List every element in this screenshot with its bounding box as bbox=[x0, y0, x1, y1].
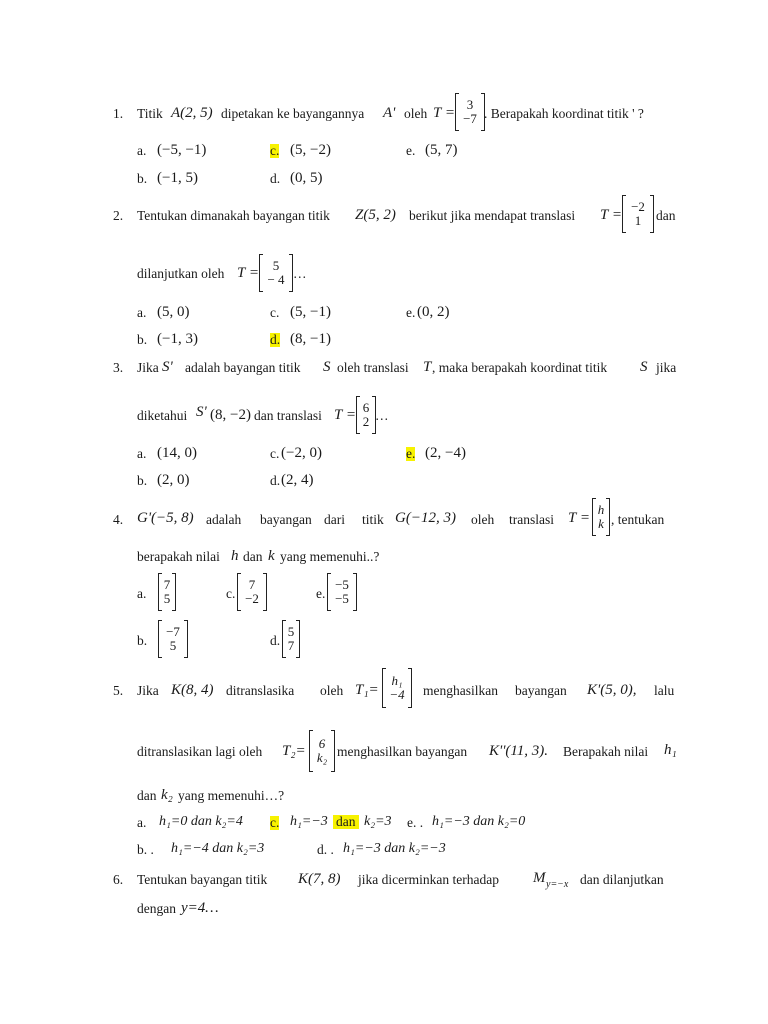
option-matrix bbox=[327, 574, 357, 610]
var-h1: h₁ bbox=[664, 742, 677, 758]
option-value: (2, 0) bbox=[157, 472, 190, 488]
question-text: . Berapakah koordinat titik ' ? bbox=[484, 106, 644, 121]
translation-label: T = bbox=[334, 407, 356, 423]
option-label: d. bbox=[270, 633, 281, 648]
matrix-top: −7 bbox=[166, 623, 180, 639]
option-value: (−2, 0) bbox=[281, 445, 322, 461]
question-text: menghasilkan bbox=[423, 683, 498, 698]
option-label: d. bbox=[270, 473, 281, 488]
option-value: k₂=3 bbox=[364, 814, 392, 829]
option-matrix bbox=[158, 574, 176, 610]
point-z: Z(5, 2) bbox=[355, 207, 396, 223]
question-text: dan bbox=[137, 788, 157, 803]
var-k: k bbox=[268, 548, 275, 564]
translation-label: T₂= bbox=[282, 743, 306, 759]
question-text: bayangan bbox=[515, 683, 567, 698]
option-value: (2, 4) bbox=[281, 472, 314, 488]
option-value: h₁=0 dan k₂=4 bbox=[159, 814, 243, 829]
image-point: A' bbox=[383, 105, 396, 121]
matrix-bottom: 1 bbox=[634, 213, 642, 228]
option-label: e. bbox=[316, 586, 326, 601]
translation-matrix bbox=[309, 731, 335, 771]
option-label-highlighted: c. bbox=[270, 143, 280, 158]
option-label: b. bbox=[137, 332, 148, 347]
matrix-top: 5 bbox=[287, 623, 295, 639]
option-label-highlighted: c. bbox=[270, 815, 280, 830]
question-text: dari bbox=[324, 512, 345, 527]
option-label: b. . bbox=[137, 842, 154, 857]
translation-label: T₁= bbox=[355, 682, 379, 698]
question-text: jika bbox=[656, 360, 677, 375]
question-number: 3. bbox=[113, 360, 124, 375]
question-text: lalu bbox=[654, 683, 675, 698]
question-text: Jika bbox=[137, 683, 159, 698]
option-value: (0, 2) bbox=[417, 304, 450, 320]
matrix-top: 6 bbox=[362, 399, 370, 415]
option-value: (−1, 3) bbox=[157, 331, 198, 347]
translation-label: T = bbox=[600, 207, 622, 223]
question-text: Jika bbox=[137, 360, 159, 375]
point-s-prime: S' bbox=[196, 404, 207, 420]
option-value: h₁=−3 bbox=[290, 814, 328, 829]
option-label: b. bbox=[137, 473, 148, 488]
point-k: K(8, 4) bbox=[171, 682, 214, 698]
option-label: a. bbox=[137, 815, 147, 830]
question-text: bayangan bbox=[260, 512, 312, 527]
option-label: d. bbox=[270, 171, 281, 186]
option-value: (−1, 5) bbox=[157, 170, 198, 186]
matrix-bottom: k₂ bbox=[316, 750, 328, 765]
question-text: dan bbox=[243, 549, 263, 564]
translation-matrix bbox=[622, 196, 654, 232]
matrix-bottom: −5 bbox=[335, 591, 349, 606]
question-text: oleh bbox=[471, 512, 495, 527]
option-label: a. bbox=[137, 305, 147, 320]
matrix-bottom: −7 bbox=[463, 111, 477, 126]
question-text: oleh bbox=[404, 106, 428, 121]
option-label: e. bbox=[406, 305, 416, 320]
translation-t: T bbox=[423, 359, 432, 375]
question-text: yang memenuhi…? bbox=[178, 788, 285, 803]
var-k2: k₂ bbox=[161, 787, 173, 803]
matrix-top: 6 bbox=[318, 735, 326, 751]
point-s-prime: S' bbox=[162, 359, 173, 375]
matrix-top: 7 bbox=[248, 576, 256, 592]
matrix-bottom: −4 bbox=[389, 687, 405, 702]
var-h: h bbox=[231, 548, 239, 564]
option-value: h₁=−3 dan k₂=0 bbox=[432, 814, 526, 829]
question-text: berapakah nilai bbox=[137, 549, 220, 564]
point-a: A(2, 5) bbox=[171, 105, 213, 121]
option-label-highlighted: d. bbox=[270, 332, 281, 347]
point-s: S bbox=[640, 359, 648, 375]
option-value: (8, −1) bbox=[290, 331, 331, 347]
option-value: (5, 0) bbox=[157, 304, 190, 320]
option-label: a. bbox=[137, 143, 147, 158]
question-text: dilanjutkan oleh bbox=[137, 266, 225, 281]
point-k-dprime: K''(11, 3). bbox=[489, 743, 549, 759]
coordinate: (8, −2) bbox=[210, 407, 251, 423]
question-text: oleh bbox=[320, 683, 344, 698]
question-text: berikut jika mendapat translasi bbox=[409, 208, 576, 223]
option-label: d. . bbox=[317, 842, 334, 857]
question-text: ditranslasikan lagi oleh bbox=[137, 744, 263, 759]
question-text: ditranslasika bbox=[226, 683, 295, 698]
translation-matrix bbox=[455, 94, 485, 130]
option-value: h₁=−3 dan k₂=−3 bbox=[343, 841, 446, 856]
option-label: b. bbox=[137, 633, 148, 648]
question-number: 6. bbox=[113, 872, 124, 887]
option-value-highlighted: dan bbox=[333, 815, 359, 829]
question-text: Tentukan dimanakah bayangan titik bbox=[137, 208, 330, 223]
translation-matrix bbox=[592, 499, 610, 535]
option-value: (14, 0) bbox=[157, 445, 197, 461]
ellipsis: … bbox=[293, 266, 307, 281]
mirror-m: M bbox=[533, 870, 546, 886]
translation-matrix bbox=[259, 255, 293, 291]
point-g-prime: G'(−5, 8) bbox=[137, 510, 194, 526]
question-text: oleh translasi bbox=[337, 360, 409, 375]
question-text: adalah bayangan titik bbox=[185, 360, 301, 375]
option-label-highlighted: e. bbox=[406, 446, 416, 461]
option-value: (−5, −1) bbox=[157, 142, 207, 158]
matrix-bottom: −2 bbox=[245, 591, 259, 606]
matrix-bottom: − 4 bbox=[267, 272, 285, 287]
matrix-top: −5 bbox=[335, 576, 349, 592]
point-g: G(−12, 3) bbox=[395, 510, 456, 526]
point-k: K(7, 8) bbox=[298, 871, 341, 887]
option-label: a. bbox=[137, 586, 147, 601]
matrix-top: 3 bbox=[466, 96, 474, 112]
question-text: adalah bbox=[206, 512, 242, 527]
option-value: (0, 5) bbox=[290, 170, 323, 186]
ellipsis: … bbox=[375, 408, 389, 423]
matrix-bottom: 2 bbox=[362, 414, 370, 429]
matrix-top: 5 bbox=[272, 257, 280, 273]
question-text: Berapakah nilai bbox=[563, 744, 649, 759]
option-matrix bbox=[237, 574, 267, 610]
option-label: e. bbox=[406, 143, 416, 158]
question-text: jika dicerminkan terhadap bbox=[358, 872, 499, 887]
question-number: 1. bbox=[113, 106, 124, 121]
matrix-top: 7 bbox=[163, 576, 171, 592]
translation-label: T = bbox=[568, 510, 590, 526]
translation-matrix bbox=[382, 669, 412, 707]
question-text: , tentukan bbox=[611, 512, 665, 527]
option-value: (2, −4) bbox=[425, 445, 466, 461]
point-s: S bbox=[323, 359, 331, 375]
question-text: menghasilkan bayangan bbox=[337, 744, 468, 759]
matrix-bottom: k bbox=[598, 516, 604, 531]
option-value: (5, −2) bbox=[290, 142, 331, 158]
option-label: c. bbox=[270, 305, 280, 320]
mirror-subscript: y=−x bbox=[546, 879, 569, 890]
question-text: titik bbox=[362, 512, 384, 527]
option-value: (5, 7) bbox=[425, 142, 458, 158]
point-k-prime: K'(5, 0), bbox=[587, 682, 637, 698]
question-text: Titik bbox=[137, 106, 163, 121]
question-number: 4. bbox=[113, 512, 124, 527]
question-number: 5. bbox=[113, 683, 124, 698]
matrix-bottom: 5 bbox=[163, 591, 171, 606]
matrix-top: h bbox=[597, 501, 605, 517]
option-value: h₁=−4 dan k₂=3 bbox=[171, 841, 265, 856]
question-text: , maka berapakah koordinat titik bbox=[432, 360, 608, 375]
matrix-bottom: 5 bbox=[169, 638, 177, 653]
option-label: c. bbox=[270, 446, 280, 461]
matrix-top: h₁ bbox=[391, 672, 403, 688]
translation-label: T = bbox=[433, 105, 455, 121]
option-label: b. bbox=[137, 171, 148, 186]
question-number: 2. bbox=[113, 208, 124, 223]
question-text: dengan bbox=[137, 901, 176, 916]
matrix-top: −2 bbox=[631, 198, 645, 214]
question-text: yang memenuhi..? bbox=[280, 549, 380, 564]
matrix-bottom: 7 bbox=[287, 638, 295, 653]
question-text: diketahui bbox=[137, 408, 188, 423]
question-text: Tentukan bayangan titik bbox=[137, 872, 268, 887]
translation-matrix bbox=[356, 397, 376, 433]
question-text: dipetakan ke bayangannya bbox=[221, 106, 365, 121]
option-matrix bbox=[282, 621, 300, 657]
question-text: dan dilanjutkan bbox=[580, 872, 664, 887]
question-text: translasi bbox=[509, 512, 554, 527]
question-text: dan translasi bbox=[254, 408, 322, 423]
option-label: e. . bbox=[407, 815, 424, 830]
option-label: c. bbox=[226, 586, 236, 601]
option-matrix bbox=[158, 621, 188, 657]
translation-label: T = bbox=[237, 265, 259, 281]
option-label: a. bbox=[137, 446, 147, 461]
equation: y=4… bbox=[181, 900, 219, 916]
option-value: (5, −1) bbox=[290, 304, 331, 320]
question-text: dan bbox=[656, 208, 676, 223]
